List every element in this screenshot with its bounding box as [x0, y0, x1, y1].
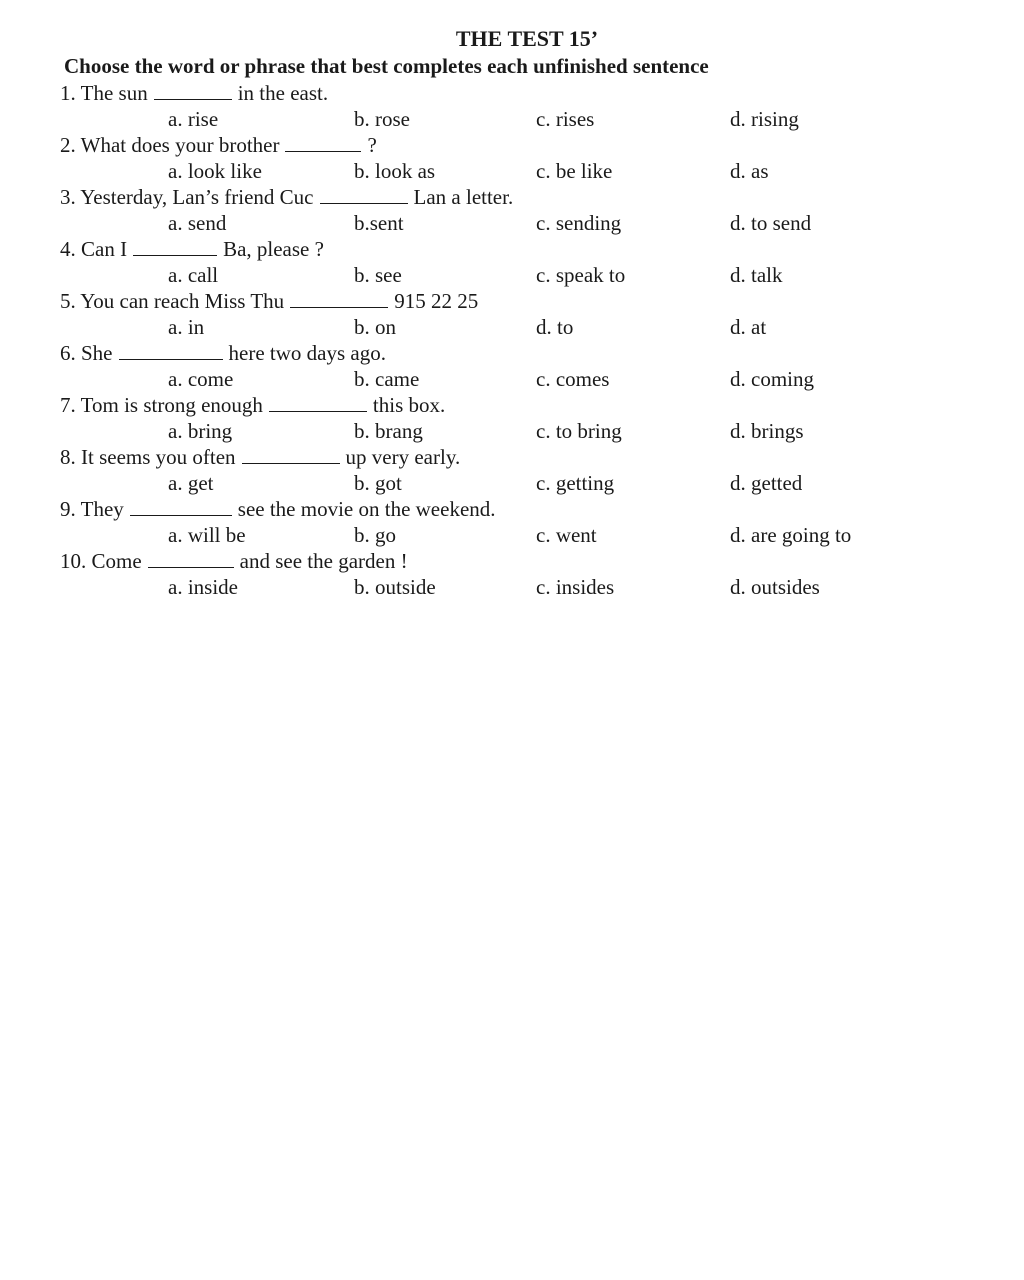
option-b: b. came	[354, 367, 420, 391]
instruction-text: Choose the word or phrase that best completes each unfinished sentence	[64, 54, 709, 78]
answer-blank	[320, 185, 408, 204]
option-d: d. getted	[730, 471, 803, 495]
question-text-before: 8. It seems you often	[60, 445, 236, 469]
answer-options	[60, 158, 960, 184]
question-stem	[60, 288, 478, 314]
option-c: c. getting	[536, 471, 615, 495]
question-stem	[60, 80, 328, 106]
option-d: d. outsides	[730, 575, 820, 599]
option-c: c. to bring	[536, 419, 622, 443]
question-text-after: ?	[367, 133, 377, 157]
answer-blank	[119, 341, 223, 360]
question-text-after: Lan a letter.	[413, 185, 514, 209]
question-list	[60, 80, 960, 600]
question-text-before: 9. They	[60, 497, 124, 521]
option-b: b.sent	[354, 211, 404, 235]
question-stem	[60, 548, 408, 574]
answer-blank	[242, 445, 340, 464]
question-item	[60, 80, 960, 132]
option-a: a. look like	[168, 159, 262, 183]
answer-options	[60, 470, 960, 496]
option-a: a. send	[168, 211, 227, 235]
option-b: b. rose	[354, 107, 410, 131]
test-title: THE TEST 15’	[455, 26, 599, 51]
question-stem	[60, 496, 496, 522]
question-stem	[60, 340, 386, 366]
option-b: b. got	[354, 471, 402, 495]
option-c: c. went	[536, 523, 597, 547]
question-item	[60, 236, 960, 288]
question-text-before: 1. The sun	[60, 81, 148, 105]
option-b: b. go	[354, 523, 396, 547]
question-text-after: here two days ago.	[228, 341, 386, 365]
answer-options	[60, 366, 960, 392]
question-text-before: 10. Come	[60, 549, 142, 573]
question-item	[60, 496, 960, 548]
answer-options	[60, 210, 960, 236]
answer-blank	[148, 549, 234, 568]
option-c: d. to	[536, 315, 574, 339]
answer-options	[60, 522, 960, 548]
option-a: a. call	[168, 263, 219, 287]
question-text-before: 5. You can reach Miss Thu	[60, 289, 285, 313]
answer-options	[60, 106, 960, 132]
option-c: c. comes	[536, 367, 610, 391]
option-b: b. on	[354, 315, 396, 339]
option-c: c. sending	[536, 211, 622, 235]
option-d: d. talk	[730, 263, 783, 287]
option-b: b. see	[354, 263, 402, 287]
option-c: c. speak to	[536, 263, 626, 287]
question-stem	[60, 184, 513, 210]
option-d: d. coming	[730, 367, 814, 391]
option-b: b. look as	[354, 159, 436, 183]
option-b: b. outside	[354, 575, 436, 599]
option-d: d. at	[730, 315, 767, 339]
answer-options	[60, 418, 960, 444]
question-text-after: this box.	[372, 393, 446, 417]
option-c: c. rises	[536, 107, 595, 131]
question-text-after: and see the garden !	[239, 549, 408, 573]
option-d: d. brings	[730, 419, 804, 443]
option-d: d. to send	[730, 211, 812, 235]
option-d: d. rising	[730, 107, 799, 131]
question-text-before: 3. Yesterday, Lan’s friend Cuc	[60, 185, 314, 209]
question-item	[60, 340, 960, 392]
option-a: a. come	[168, 367, 234, 391]
question-item	[60, 392, 960, 444]
option-a: a. rise	[168, 107, 219, 131]
option-a: a. get	[168, 471, 214, 495]
question-text-before: 7. Tom is strong enough	[60, 393, 263, 417]
question-text-after: 915 22 25	[394, 289, 479, 313]
question-stem	[60, 236, 324, 262]
answer-blank	[154, 81, 232, 100]
option-a: a. will be	[168, 523, 246, 547]
question-text-after: up very early.	[345, 445, 461, 469]
answer-options	[60, 262, 960, 288]
question-item	[60, 548, 960, 600]
answer-options	[60, 314, 960, 340]
question-text-before: 2. What does your brother	[60, 133, 280, 157]
option-c: c. be like	[536, 159, 613, 183]
question-item	[60, 184, 960, 236]
question-text-after: Ba, please ?	[223, 237, 324, 261]
option-b: b. brang	[354, 419, 423, 443]
answer-blank	[285, 133, 361, 152]
answer-options	[60, 574, 960, 600]
answer-blank	[269, 393, 367, 412]
question-stem	[60, 444, 460, 470]
question-item	[60, 288, 960, 340]
option-a: a. inside	[168, 575, 238, 599]
question-item	[60, 444, 960, 496]
option-d: d. as	[730, 159, 769, 183]
answer-blank	[290, 289, 388, 308]
question-stem	[60, 392, 445, 418]
option-a: a. bring	[168, 419, 233, 443]
question-stem	[60, 132, 377, 158]
question-text-before: 4. Can I	[60, 237, 128, 261]
option-c: c. insides	[536, 575, 615, 599]
question-text-before: 6. She	[60, 341, 113, 365]
question-item	[60, 132, 960, 184]
option-a: a. in	[168, 315, 205, 339]
question-text-after: in the east.	[237, 81, 329, 105]
answer-blank	[130, 497, 232, 516]
question-text-after: see the movie on the weekend.	[237, 497, 496, 521]
answer-blank	[133, 237, 217, 256]
option-d: d. are going to	[730, 523, 852, 547]
